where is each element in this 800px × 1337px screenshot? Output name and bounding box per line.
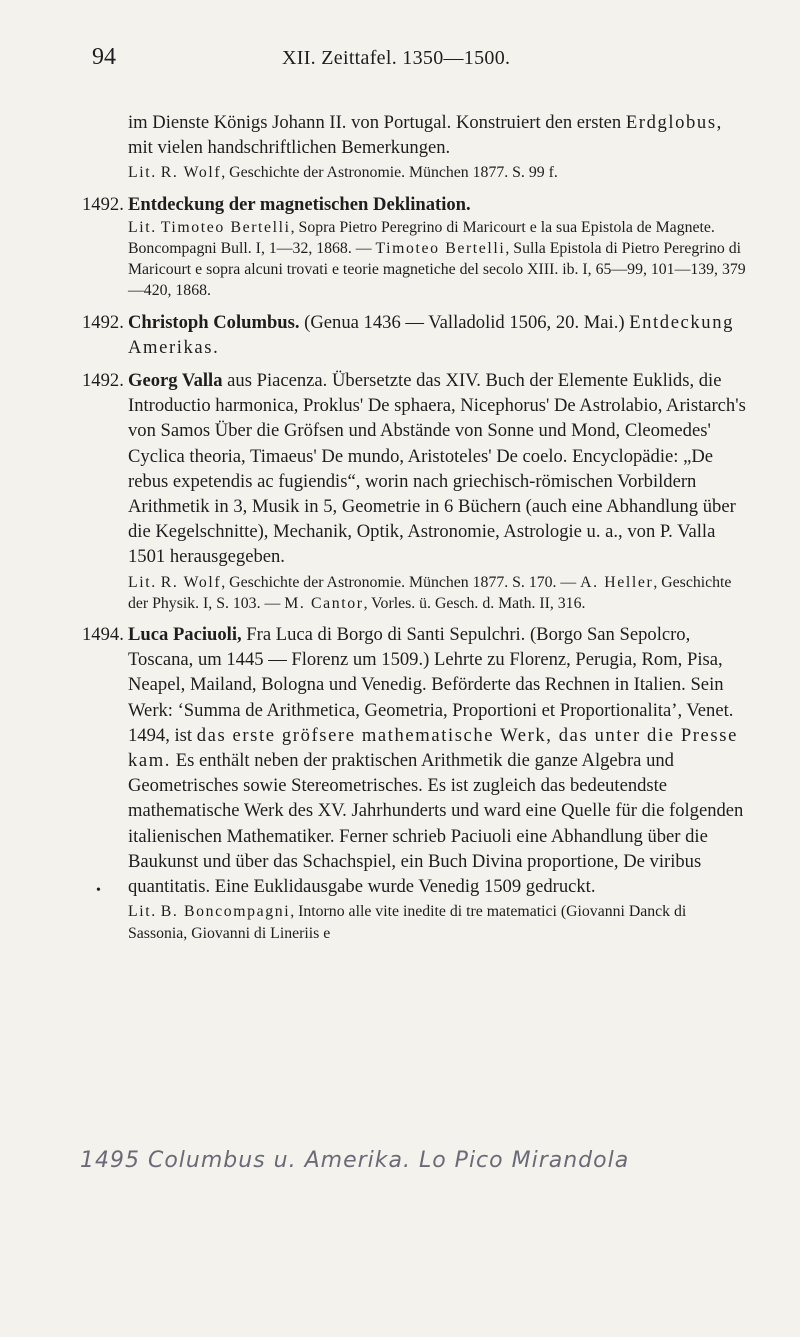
entry-body: Georg Valla aus Piacenza. Übersetzte das XIV. Buch der Elemente Euklids, die Introductio harmonica, Proklus' De sphaera, Nicephorus' De Astrolabio, Aristarch's von Samos Über die Gröfsen und Abstände von Sonne und Mond, Cleomedes' Cyclica theoria, Timaeus' De mundo, Aristoteles' De coelo. Encyclopädie: „De rebus expetendis ac fugiendis“, worin nach griechisch-römischen Vorbildern Arithmetik in 3, Musik in 5, Geometrie in 6 Büchern (auch eine Abhandlung über die Kegelschnitte), Mechanik, Optik, Astronomie, Astrologie u. a., von P. Valla 1501 herausgegeben. [128,370,746,568]
running-title: XII. Zeittafel. 1350—1500. [282,47,511,69]
entry-heading: Entdeckung der magnetischen Deklination. [128,193,471,215]
literature-reference: Lit. B. Boncompagni, Intorno alle vite inedite di tre matematici (Giovanni Danck di Sassonia, Giovanni di Lineriis e [128,903,687,942]
entry-heading: Georg Valla [128,370,223,392]
entry-body: Luca Paciuoli, Fra Luca di Borgo di Santi Sepulchri. (Borgo San Sepolcro, Toscana, um 1445 — Florenz um 1509.) Lehrte zu Florenz, Perugia, Rom, Pisa, Neapel, Mailand, Bologna und Venedig. Beförderte das Rechnen in Italien. Sein Werk: ‘Summa de Arithmetica, Geometria, Proportioni et Proportionalita’, Venet. 1494, ist das erste gröfsere mathematische Werk, das unter die Presse kam. Es enthält neben der praktischen Arithmetik die ganze Algebra und Geometrisches sowie Stereometrisches. Es ist zugleich das bedeutendste mathematische Werk des XV. Jahrhunderts und ward eine Quelle für die folgenden italienischen Mathematiker. Ferner schrieb Paciuoli eine Abhandlung über die Baukunst und über das Schachspiel, ein Buch Divina proportione, De viribus quantitatis. Eine Euklidausgabe wurde Venedig 1509 gedruckt. [128,624,744,898]
page-number: 94 [92,44,116,70]
handwritten-note: 1495 Columbus u. Amerika. Lo Pico Mirandola [80,1148,630,1173]
lit-author: R. Wolf [160,164,222,182]
entry-heading: Christoph Columbus. [128,311,300,333]
lit-author: R. Wolf [160,573,222,591]
emphasis-spaced: das erste gröfsere mathematische Werk, das unter die Presse kam. [128,724,738,772]
main-text [82,110,748,944]
lit-author: M. Cantor [284,594,364,612]
entry-year: 1494. [82,624,124,646]
entry-year: 1492. [82,311,124,333]
entry-year: 1492. [82,193,124,215]
entry-1492-columbus [82,310,748,360]
entry-1492-deklination [82,192,748,302]
literature-reference: Lit. R. Wolf, Geschichte der Astronomie. München 1877. S. 99 f. [128,164,558,182]
margin-dot: • [96,883,101,899]
lit-author: Timoteo Bertelli [160,218,291,236]
intro-body: im Dienste Königs Johann II. von Portugal. Konstruiert den ersten Erdglobus, mit vielen handschriftlichen Bemerkungen. [128,112,722,159]
page-header [0,44,800,74]
entry-year: 1492. [82,370,124,392]
lit-author: B. Boncompagni [160,903,291,921]
entry-body: Christoph Columbus. (Genua 1436 — Valladolid 1506, 20. Mai.) Entdeckung Amerikas. [128,311,734,358]
literature-reference: Lit. Timoteo Bertelli, Sopra Pietro Peregrino di Maricourt e la sua Epistola de Magnete. Boncompagni Bull. I, 1—32, 1868. — Timoteo Bertelli, Sulla Epistola di Pietro Peregrino di Maricourt e sopra alcuni trovati e teorie magnetiche del secolo XIII. ib. I, 65—99, 101—139, 379—420, 1868. [128,218,746,300]
intro-paragraph [128,110,748,184]
literature-reference: Lit. R. Wolf, Geschichte der Astronomie. München 1877. S. 170. — A. Heller, Geschichte der Physik. I, S. 103. — M. Cantor, Vorles. ü. Gesch. d. Math. II, 316. [128,573,732,612]
entry-1494-paciuoli [82,622,748,944]
entry-heading: Luca Paciuoli, [128,624,242,646]
lit-author: Timoteo Bertelli [375,240,506,258]
emphasis-spaced: Entdeckung Amerikas. [128,311,734,358]
emphasis-spaced: Erdglobus [625,112,717,133]
lit-author: A. Heller [580,573,654,591]
